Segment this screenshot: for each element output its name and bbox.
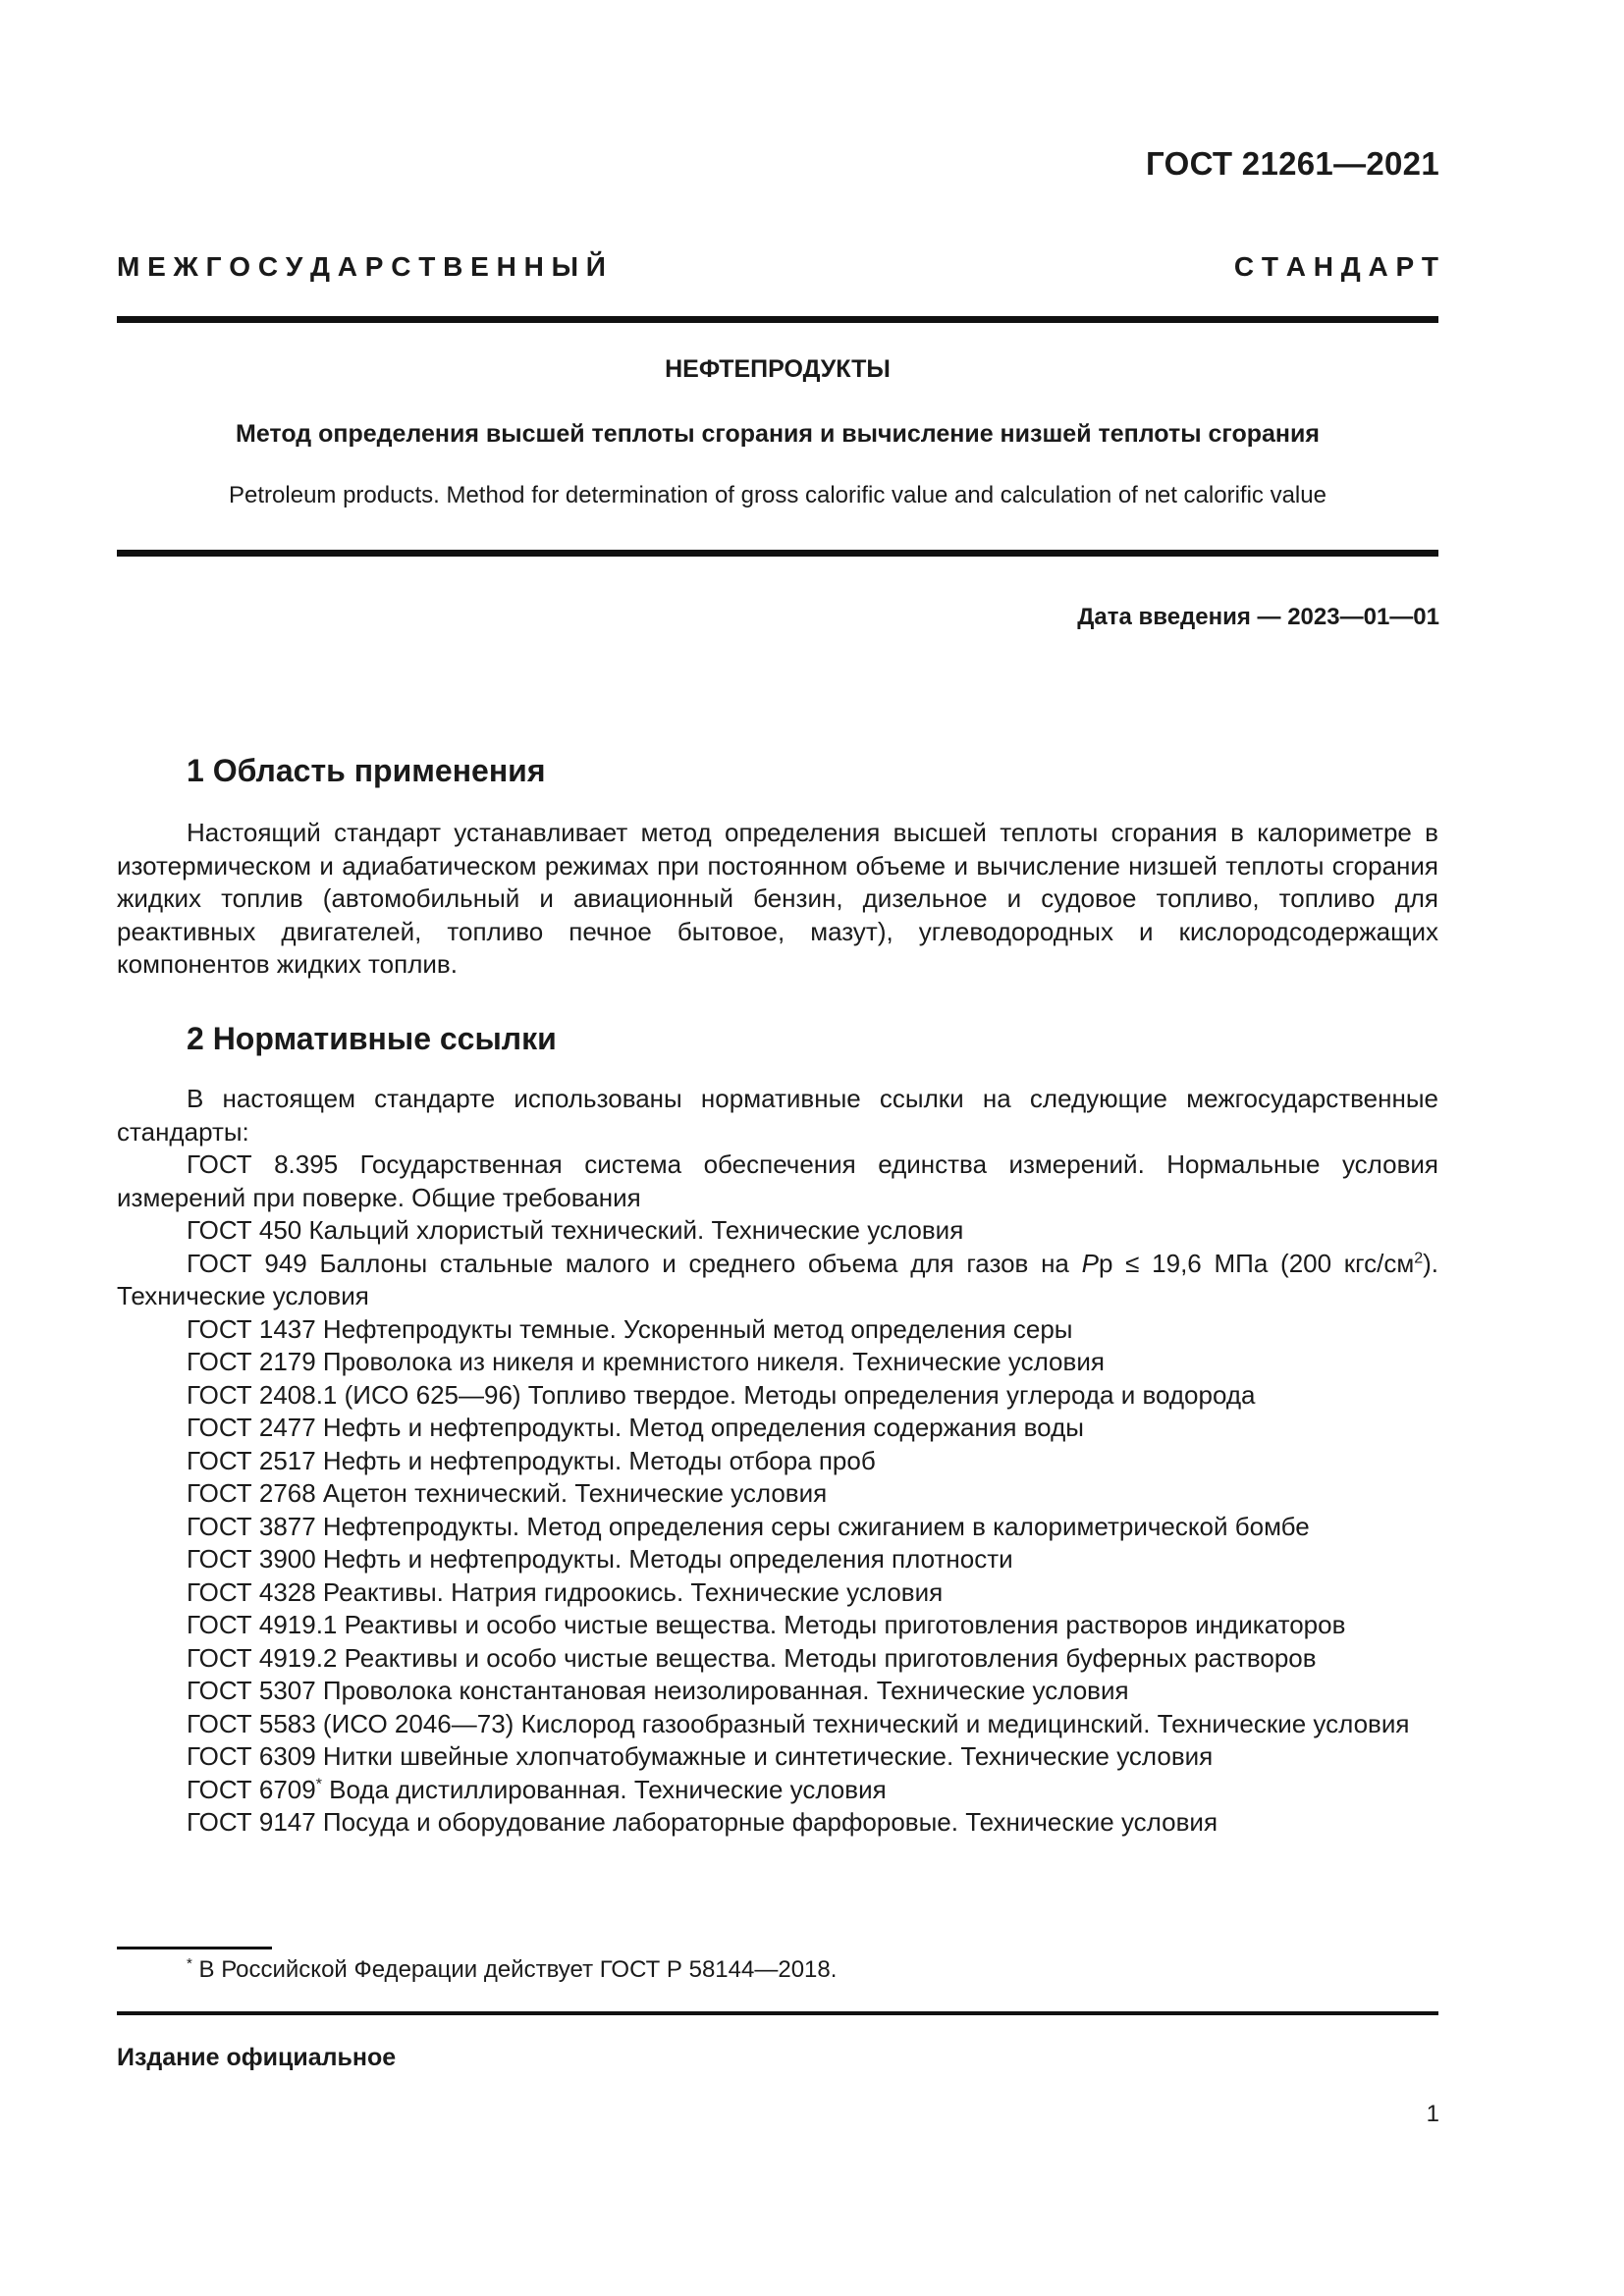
top-rule: [117, 316, 1438, 323]
method-title-en: Petroleum products. Method for determination of gross calorific value and calculation of net calorific value: [229, 482, 1326, 508]
section-1-heading: 1 Область применения: [187, 753, 546, 788]
reference-item: ГОСТ 5583 (ИСО 2046—73) Кислород газообразный технический и медицинский. Технические условия: [187, 1708, 1410, 1738]
reference-item: ГОСТ 4919.1 Реактивы и особо чистые вещества. Методы приготовления растворов индикаторов: [187, 1610, 1346, 1639]
reference-item-6709: ГОСТ 6709* Вода дистиллированная. Технические условия: [187, 1774, 887, 1804]
section-1-text: [117, 817, 1438, 982]
normative-references: [117, 1083, 1438, 1840]
edition-label: Издание официальное: [117, 2044, 397, 2071]
reference-item: ГОСТ 2408.1 (ИСО 625—96) Топливо твердое. Методы определения углерода и водорода: [187, 1379, 1256, 1410]
reference-item: ГОСТ 6309 Нитки швейные хлопчатобумажные и синтетические. Технические условия: [187, 1741, 1214, 1771]
reference-item: ГОСТ 3877 Нефтепродукты. Метод определения серы сжиганием в калориметрической бомбе: [187, 1511, 1310, 1541]
reference-item: ГОСТ 4328 Реактивы. Натрия гидроокись. Технические условия: [187, 1576, 944, 1607]
reference-item: ГОСТ 2768 Ацетон технический. Технические условия: [187, 1478, 828, 1508]
scope-paragraph: Настоящий стандарт устанавливает метод определения высшей теплоты сгорания в калориметре в изотермическом и адиабатическом режимах при постоянном объеме и вычисление низшей теплоты сгорания жидких топлив (автомобильный и авиационный бензин, дизельное и судовое топливо, топливо для реактивных двигателей, топливо печное бытовое, мазут), углеводородных и кислородсодержащих компонентов жидких топлив.: [117, 818, 1438, 979]
method-title-ru: Метод определения высшей теплоты сгорания и вычисление низшей теплоты сгорания: [236, 420, 1320, 448]
reference-item: ГОСТ 9147 Посуда и оборудование лабораторные фарфоровые. Технические условия: [187, 1807, 1218, 1837]
title-bottom-rule: [117, 550, 1438, 557]
reference-item: ГОСТ 2179 Проволока из никеля и кремнистого никеля. Технические условия: [187, 1347, 1105, 1376]
introduction-date: Дата введения — 2023—01—01: [1077, 604, 1439, 630]
reference-item: ГОСТ 3900 Нефть и нефтепродукты. Методы определения плотности: [187, 1544, 1013, 1574]
section-2-heading: 2 Нормативные ссылки: [187, 1021, 557, 1056]
reference-item: ГОСТ 5307 Проволока константановая неизолированная. Технические условия: [187, 1676, 1129, 1705]
bottom-rule: [117, 2011, 1438, 2015]
footnote-separator: [117, 1947, 272, 1949]
standard-type-left: М Е Ж Г О С У Д А Р С Т В Е Н Н Ы Й: [117, 251, 606, 282]
reference-item: ГОСТ 8.395 Государственная система обеспечения единства измерений. Нормальные условия измерений при поверке. Общие требования: [117, 1149, 1438, 1212]
page-number: 1: [1426, 2101, 1439, 2127]
reference-item-949: ГОСТ 949 Баллоны стальные малого и среднего объема для газов на Pр ≤ 19,6 МПа (200 кгс/$см^2$). Технические условия: [117, 1248, 1438, 1310]
standard-type-banner: [117, 251, 1438, 283]
product-title: НЕФТЕПРОДУКТЫ: [665, 355, 891, 383]
reference-item: ГОСТ 4919.2 Реактивы и особо чистые вещества. Методы приготовления буферных растворов: [187, 1642, 1317, 1673]
references-intro: В настоящем стандарте использованы нормативные ссылки на следующие межгосударственные стандарты:: [117, 1084, 1438, 1147]
document-code: ГОСТ 21261—2021: [1146, 145, 1439, 182]
reference-item: ГОСТ 1437 Нефтепродукты темные. Ускоренный метод определения серы: [187, 1313, 1073, 1344]
reference-item: ГОСТ 2517 Нефть и нефтепродукты. Методы отбора проб: [187, 1445, 876, 1475]
footnote: * В Российской Федерации действует ГОСТ Р 58144—2018.: [187, 1955, 838, 1983]
reference-item: ГОСТ 2477 Нефть и нефтепродукты. Метод определения содержания воды: [187, 1413, 1084, 1442]
standard-type-right: С Т А Н Д А Р Т: [1233, 251, 1438, 282]
reference-item: ГОСТ 450 Кальций хлористый технический. Технические условия: [187, 1215, 964, 1245]
